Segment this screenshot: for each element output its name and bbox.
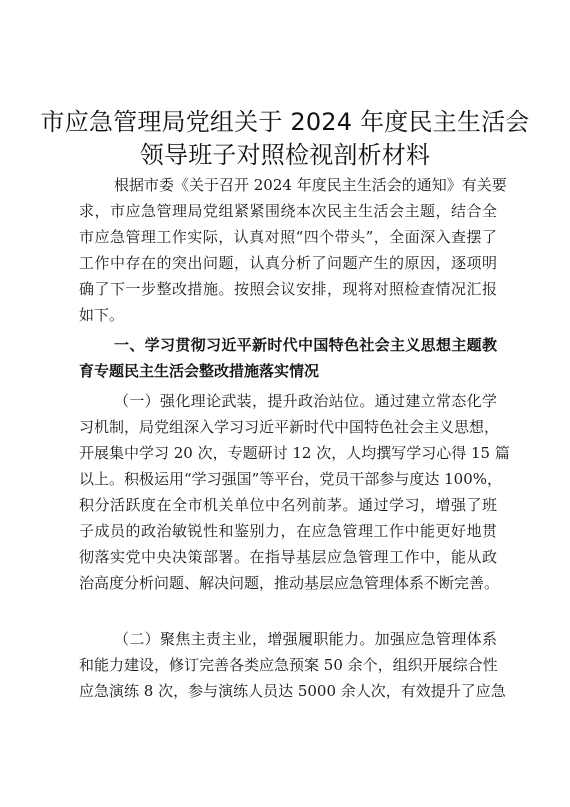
paragraph-line: 彻落实党中央决策部署。在指导基层应急管理工作中，能从政 (79, 548, 497, 566)
paragraph-line: 子成员的政治敏锐性和鉴别力，在应急管理工作中能更好地贯 (79, 522, 497, 540)
intro-line: 如下。 (79, 306, 125, 324)
intro-line: 求，市应急管理局党组紧紧围绕本次民主生活会主题，结合全 (79, 202, 497, 220)
document-title-line-1: 市应急管理局党组关于 2024 年度民主生活会 (40, 108, 530, 136)
paragraph-line: 开展集中学习 20 次，专题研讨 12 次，人均撰写学习心得 15 篇 (79, 444, 510, 462)
section-heading-line: 一、学习贯彻习近平新时代中国特色社会主义思想主题教 (114, 336, 497, 354)
intro-line: 根据市委《关于召开 2024 年度民主生活会的通知》有关要 (114, 176, 507, 194)
paragraph-line: 积分活跃度在全市机关单位中名列前茅。通过学习，增强了班 (79, 496, 497, 514)
paragraph-line: 以上。积极运用“学习强国”等平台，党员干部参与度达 100%， (79, 470, 502, 488)
intro-line: 市应急管理工作实际，认真对照“四个带头”，全面深入查摆了 (79, 228, 497, 246)
paragraph-line: （二）聚焦主责主业，增强履职能力。加强应急管理体系 (114, 630, 497, 648)
document-title-line-2: 领导班子对照检视剖析材料 (139, 141, 431, 169)
paragraph-line: 习机制，局党组深入学习习近平新时代中国特色社会主义思想， (79, 418, 500, 436)
paragraph-line: 治高度分析问题、解决问题，推动基层应急管理体系不断完善。 (79, 574, 500, 592)
section-heading-line: 育专题民主生活会整改措施落实情况 (79, 362, 320, 380)
intro-line: 确了下一步整改措施。按照会议安排，现将对照检查情况汇报 (79, 280, 497, 298)
paragraph-line: 应急演练 8 次，参与演练人员达 5000 余人次，有效提升了应急 (79, 682, 506, 700)
paragraph-line: 和能力建设，修订完善各类应急预案 50 余个，组织开展综合性 (79, 656, 498, 674)
intro-line: 工作中存在的突出问题，认真分析了问题产生的原因，逐项明 (79, 254, 497, 272)
paragraph-line: （一）强化理论武装，提升政治站位。通过建立常态化学 (114, 392, 497, 410)
